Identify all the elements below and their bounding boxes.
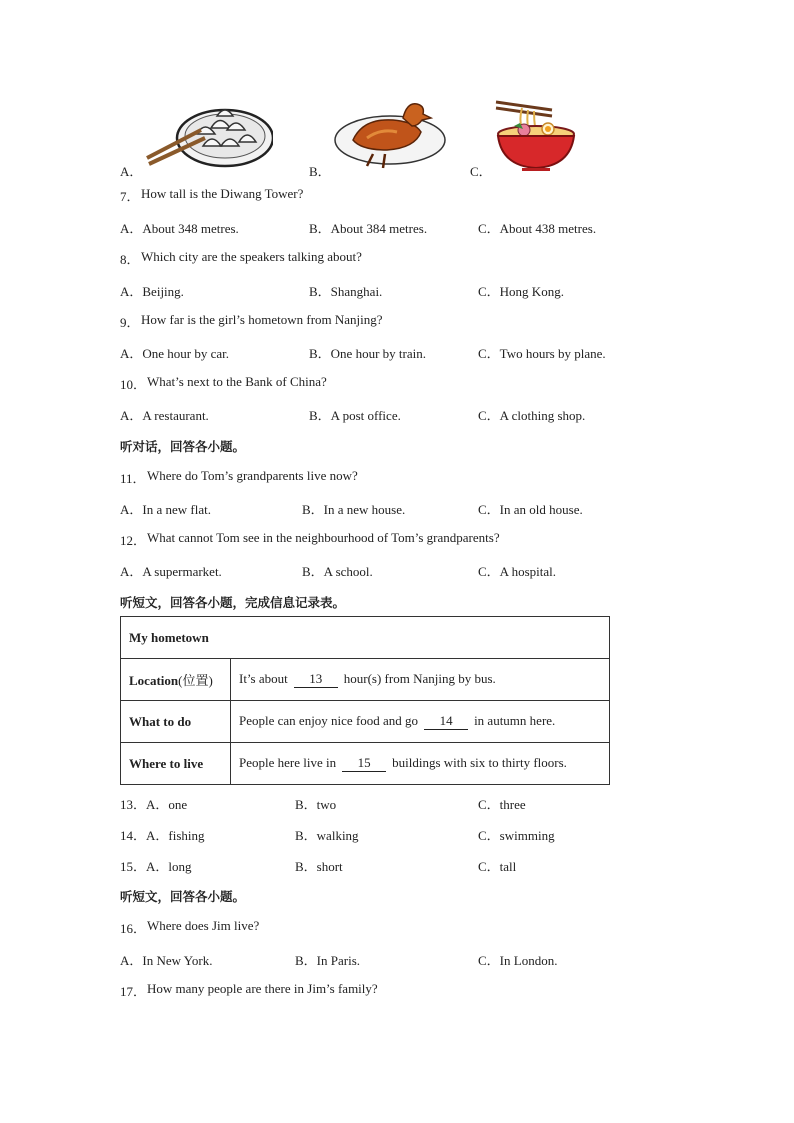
- row-content: People here live in 15 buildings with six to thirty floors.: [231, 743, 610, 785]
- option-a: A．Beijing.: [120, 284, 184, 299]
- question-text: Where do Tom’s grandparents live now?: [147, 468, 358, 483]
- row-content: It’s about 13 hour(s) from Nanjing by bus.: [231, 659, 610, 701]
- option-a: A．One hour by car.: [120, 346, 230, 361]
- option-a: 14．A．fishing: [120, 828, 205, 843]
- answer-blank: 15: [342, 755, 386, 772]
- section-heading: 听短文，回答各小题，完成信息记录表。: [120, 595, 346, 610]
- q6-option-a: A．: [120, 164, 143, 179]
- question-number: 7．: [120, 189, 140, 204]
- question-text: How many people are there in Jim’s family?: [147, 981, 378, 996]
- answer-blank: 13: [294, 671, 338, 688]
- option-a: A．In New York.: [120, 953, 213, 968]
- option-c: C．tall: [478, 859, 517, 874]
- row-content: People can enjoy nice food and go 14 in autumn here.: [231, 701, 610, 743]
- answer-blank: 14: [424, 713, 468, 730]
- option-c: C．About 438 metres.: [478, 221, 597, 236]
- dumplings-picture: [145, 100, 273, 170]
- question-number: 11．: [120, 471, 146, 486]
- question-number: 17．: [120, 984, 147, 999]
- table-title: My hometown: [121, 617, 610, 659]
- option-c: C．In London.: [478, 953, 558, 968]
- question-number: 9．: [120, 315, 140, 330]
- option-b: B．short: [295, 859, 343, 874]
- row-label: Where to live: [121, 743, 231, 785]
- row-label: What to do: [121, 701, 231, 743]
- option-c: C．In an old house.: [478, 502, 583, 517]
- q6-option-c: C．: [470, 164, 492, 179]
- option-c: C．Hong Kong.: [478, 284, 564, 299]
- table-row: [121, 659, 610, 701]
- option-b: B．Shanghai.: [309, 284, 383, 299]
- option-a: 15．A．long: [120, 859, 192, 874]
- option-b: B．A school.: [302, 564, 373, 579]
- q6-option-b: B．: [309, 164, 331, 179]
- option-a: 13．A．one: [120, 797, 188, 812]
- question-text: Which city are the speakers talking about?: [141, 249, 362, 264]
- question-text: How far is the girl’s hometown from Nanjing?: [141, 312, 383, 327]
- section-heading: 听短文，回答各小题。: [120, 889, 246, 904]
- option-b: B．In a new house.: [302, 502, 406, 517]
- option-c: C．three: [478, 797, 526, 812]
- option-c: C．Two hours by plane.: [478, 346, 606, 361]
- option-c: C．A hospital.: [478, 564, 557, 579]
- table-row: [121, 743, 610, 785]
- option-c: C．A clothing shop.: [478, 408, 586, 423]
- question-number: 8．: [120, 252, 140, 267]
- option-b: B．walking: [295, 828, 359, 843]
- option-b: B．About 384 metres.: [309, 221, 428, 236]
- option-b: B．two: [295, 797, 337, 812]
- question-number: 16．: [120, 921, 147, 936]
- question-number: 10．: [120, 377, 147, 392]
- question-text: How tall is the Diwang Tower?: [141, 186, 304, 201]
- question-text: What cannot Tom see in the neighbourhood of Tom’s grandparents?: [147, 530, 500, 545]
- section-heading: 听对话，回答各小题。: [120, 439, 246, 454]
- roast-duck-picture: [333, 98, 447, 172]
- option-a: A．About 348 metres.: [120, 221, 239, 236]
- option-a: A．A restaurant.: [120, 408, 209, 423]
- hometown-info-table: [120, 616, 610, 785]
- question-text: What’s next to the Bank of China?: [147, 374, 327, 389]
- option-a: A．In a new flat.: [120, 502, 211, 517]
- option-b: B．In Paris.: [295, 953, 361, 968]
- option-c: C．swimming: [478, 828, 555, 843]
- option-b: B．One hour by train.: [309, 346, 426, 361]
- table-row: [121, 617, 610, 659]
- question-text: Where does Jim live?: [147, 918, 260, 933]
- option-a: A．A supermarket.: [120, 564, 222, 579]
- noodle-bowl-picture: [494, 98, 578, 172]
- row-label: Location(位置): [121, 659, 231, 701]
- question-number: 12．: [120, 533, 147, 548]
- option-b: B．A post office.: [309, 408, 401, 423]
- table-row: [121, 701, 610, 743]
